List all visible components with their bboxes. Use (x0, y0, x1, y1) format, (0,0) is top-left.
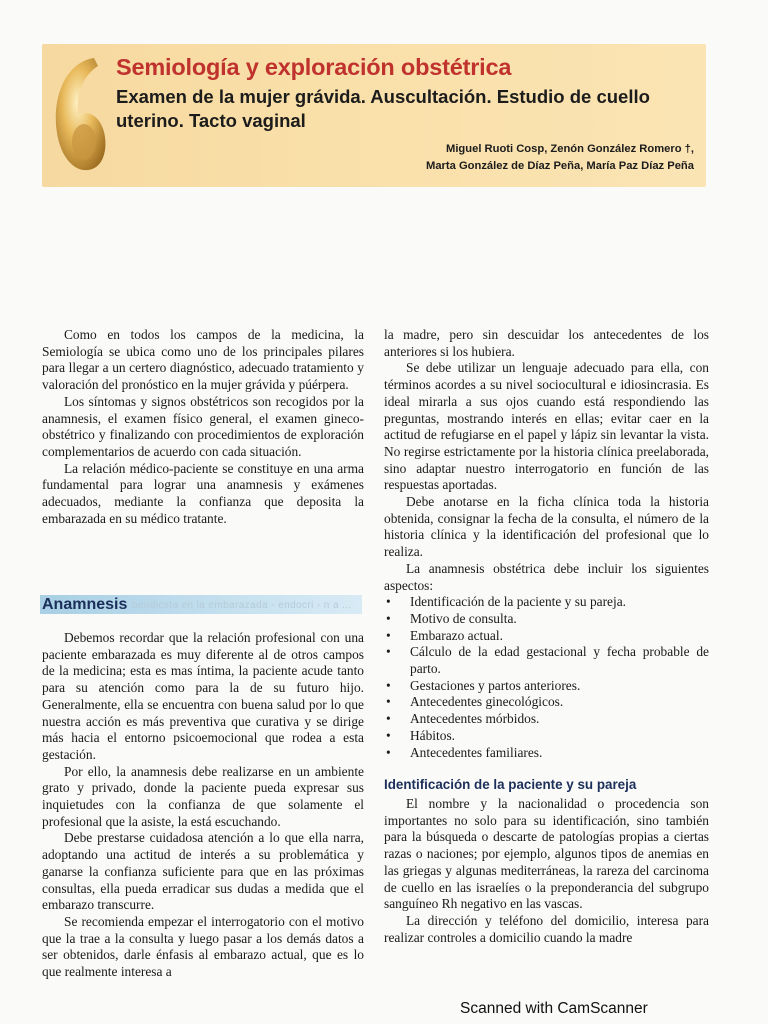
list-item: • Embarazo actual. (384, 628, 709, 645)
anamnesis-text (42, 630, 364, 981)
anamnesis-paragraph-4: Se recomienda empezar el interrogatorio con el motivo que la trae a la consulta y luego pasar a los demás datos a ser obtenidos, darle énfasis al embarazo actual, que es lo que realmente interesa a (42, 913, 364, 980)
authors-line-2: Marta González de Díaz Peña, María Paz Díaz Peña (426, 160, 694, 172)
list-item: • Gestaciones y partos anteriores. (384, 678, 709, 695)
list-item: • Antecedentes familiares. (384, 745, 709, 762)
list-item: • Motivo de consulta. (384, 611, 709, 628)
list-item: • Identificación de la paciente y su pareja. (384, 594, 709, 611)
right-paragraph-4: La anamnesis obstétrica debe incluir los siguientes aspectos: (384, 560, 709, 593)
intro-paragraph-1: Como en todos los campos de la medicina, la Semiología se ubica como uno de los principales pilares para llegar a un certero diagnóstico, adecuado tratamiento y valoración del pronóstico en la mujer grávida y púérpera. (42, 327, 364, 393)
right-paragraph-5: El nombre y la nacionalidad o procedencia son importantes no solo para su identificación, sino también para la búsqueda o descarte de patologías propias a ciertas razas o naciones; por ejemplo, algunos tipos de anemias en las griegas y algunas mediterráneas, la rareza del carcinoma de cuello en las israelíes o la preponderancia del subgrupo sanguíneo Rh negativo en las vascas. (384, 795, 709, 912)
intro-paragraph-2: Los síntomas y signos obstétricos son recogidos por la anamnesis, el examen físico general, el examen gineco-obstétrico y finalizando con procedimientos de exploración complementarios de acuerdo con cada situación. (42, 393, 364, 459)
right-column-text (384, 327, 709, 946)
scanner-watermark: Scanned with CamScanner (460, 1000, 648, 1017)
section-heading-anamnesis: Anamnesis (42, 596, 128, 613)
subheading-identificacion: Identificación de la paciente y su pareja (384, 777, 637, 793)
anamnesis-paragraph-2: Por ello, la anamnesis debe realizarse en un ambiente grato y privado, donde la paciente pueda expresar sus inquietudes con la confianza de que solamente el profesional que la asiste, la está escuchando. (42, 763, 364, 829)
authors-line-1: Miguel Ruoti Cosp, Zenón González Romero †, (446, 143, 694, 155)
chapter-title: Semiología y exploración obstétrica (116, 54, 512, 80)
right-paragraph-3: Debe anotarse en la ficha clínica toda la historia obtenida, consignar la fecha de la consulta, el número de la historia clínica y la identificación del profesional que lo realiza. (384, 494, 709, 560)
right-paragraph-2: Se debe utilizar un lenguaje adecuado para ella, con términos acordes a su nivel sociocultural e idiosincrasia. Es ideal mirarla a sus ojos cuando está respondiendo las preguntas, mostrando interés en ellas; evitar caer en la actitud de refugiarse en el papel y lápiz sin levantar la vista. No regirse estrictamente por la historia clínica preelaborada, sino adaptar nuestro interrogatorio en función de las respuestas aportadas. (384, 360, 709, 493)
chapter-subtitle: Examen de la mujer grávida. Auscultación. Estudio de cuello uterino. Tacto vaginal (116, 86, 650, 131)
bleed-through-text: bendicsta en la embarazada - endocri - n a ... (132, 600, 352, 611)
chapter-number-6-emblem (48, 52, 110, 176)
intro-paragraph-3: La relación médico-paciente se constituye en una arma fundamental para lograr una anamnesis y exámenes adecuados, mediante la confianza que deposita la embarazada en su médico tratante. (42, 460, 364, 526)
list-item: • Hábitos. (384, 728, 709, 745)
right-paragraph-1: la madre, pero sin descuidar los antecedentes de los anteriores si los hubiera. (384, 327, 709, 359)
chapter-authors (426, 141, 694, 175)
anamnesis-paragraph-3: Debe prestarse cuidadosa atención a lo que ella narra, adoptando una actitud de interés a su problemática y ganarse la confianza suficiente para que en las próximas consultas, ella pueda erradicar sus dudas a medida que el embarazo transcurre. (42, 830, 364, 913)
list-item: • Cálculo de la edad gestacional y fecha probable de parto. (384, 644, 709, 677)
list-item: • Antecedentes mórbidos. (384, 711, 709, 728)
anamnesis-aspects-list (384, 594, 709, 761)
list-item: • Antecedentes ginecológicos. (384, 694, 709, 711)
anamnesis-paragraph-1: Debemos recordar que la relación profesional con una paciente embarazada es muy diferente al de otros campos de la medicina; esta es mas íntima, la paciente acude tanto para su atención como para la de su futuro hijo. Generalmente, ella se encuentra con buena salud por lo que nuestra acción es más preventiva que curativa y se dirige más hacia el entorno psicoemocional que rodea a esta gestación. (42, 630, 364, 762)
right-paragraph-6: La dirección y teléfono del domicilio, interesa para realizar controles a domicilio cuando la madre (384, 912, 709, 945)
intro-text (42, 327, 364, 527)
